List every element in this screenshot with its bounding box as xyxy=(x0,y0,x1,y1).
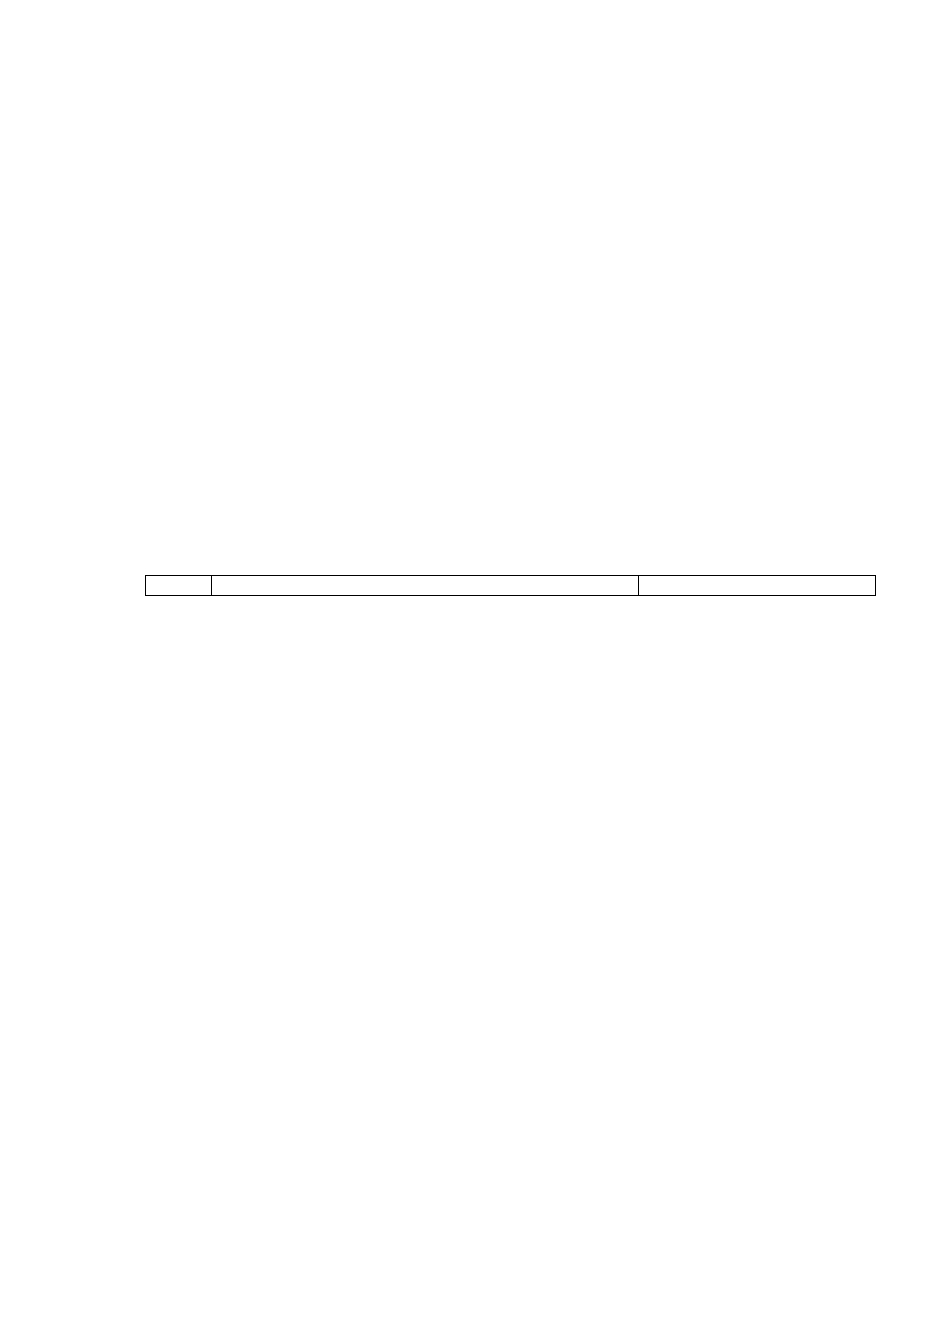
header-owner xyxy=(639,576,876,596)
footnote xyxy=(146,1013,806,1032)
article-9-title xyxy=(146,1051,806,1070)
header-document-name xyxy=(211,576,638,596)
table-header-row xyxy=(146,576,876,596)
article-9-heading xyxy=(146,1032,806,1051)
header-number xyxy=(146,576,212,596)
section-article-9 xyxy=(146,1013,806,1071)
design-documents-table xyxy=(145,575,876,596)
